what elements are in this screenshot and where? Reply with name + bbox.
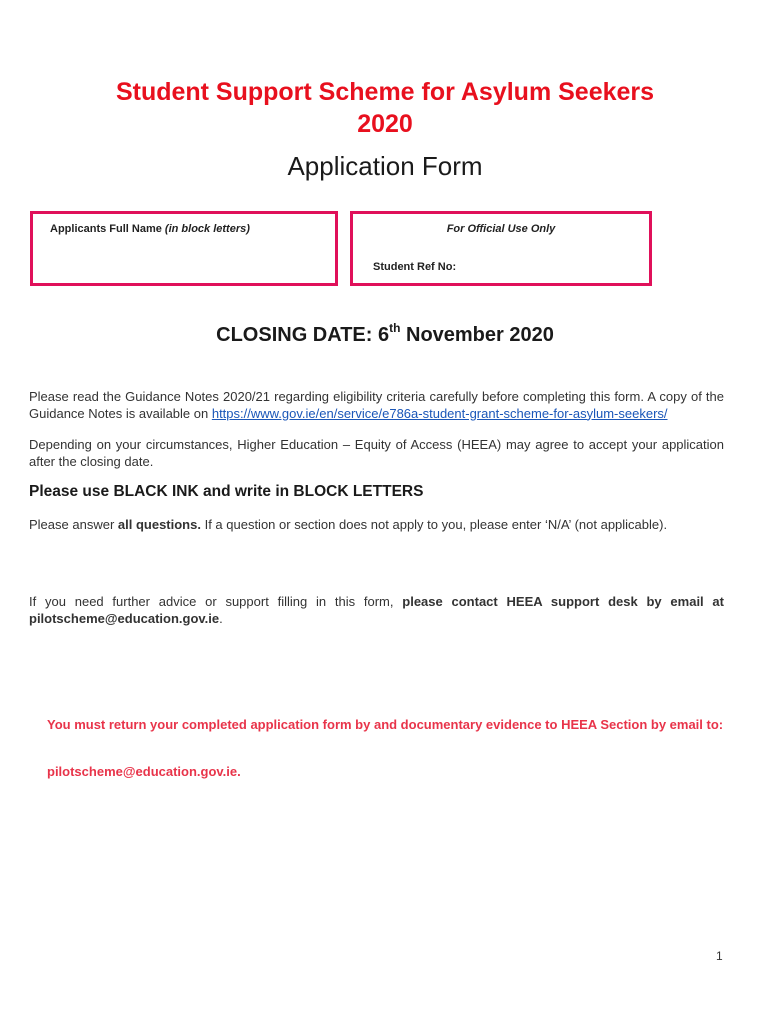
circumstances-paragraph: Depending on your circumstances, Higher Education – Equity of Access (HEEA) may agree to accept your application after the closing date. [29,437,724,469]
ink-instruction-heading: Please use BLACK INK and write in BLOCK LETTERS [29,483,424,500]
return-notice: You must return your completed application form by and documentary evidence to HEEA Section by email to: [47,717,724,732]
advice-paragraph: If you need further advice or support filling in this form, please contact HEEA support desk by email at pilotscheme@education.gov.ie. [29,594,724,626]
closing-date: CLOSING DATE: 6th November 2020 [216,321,554,346]
return-email: pilotscheme@education.gov.ie. [47,764,241,779]
guidance-notes-link[interactable]: https://www.gov.ie/en/service/e786a-student-grant-scheme-for-asylum-seekers/ [211,405,668,421]
form-subtitle: Application Form [287,151,483,181]
page-number: 1 [716,949,723,963]
answer-instruction: Please answer all questions. If a question or section does not apply to you, please enter ‘N/A’ (not applicable). [29,517,668,532]
applicant-name-label: Applicants Full Name (in block letters) [50,223,250,235]
official-use-label: For Official Use Only [446,223,556,235]
applicant-name-box[interactable] [30,211,338,286]
form-title-year: 2020 [357,110,413,138]
official-use-box [350,211,652,286]
guidance-paragraph: Please read the Guidance Notes 2020/21 regarding eligibility criteria carefully before completing this form. A copy of the Guidance Notes is available on https://www.gov.ie/en/service/e786a-student-grant-scheme-for-asylum-seekers/ [29,389,724,421]
form-title: Student Support Scheme for Asylum Seekers [115,78,655,106]
student-ref-label: Student Ref No: [373,261,457,273]
